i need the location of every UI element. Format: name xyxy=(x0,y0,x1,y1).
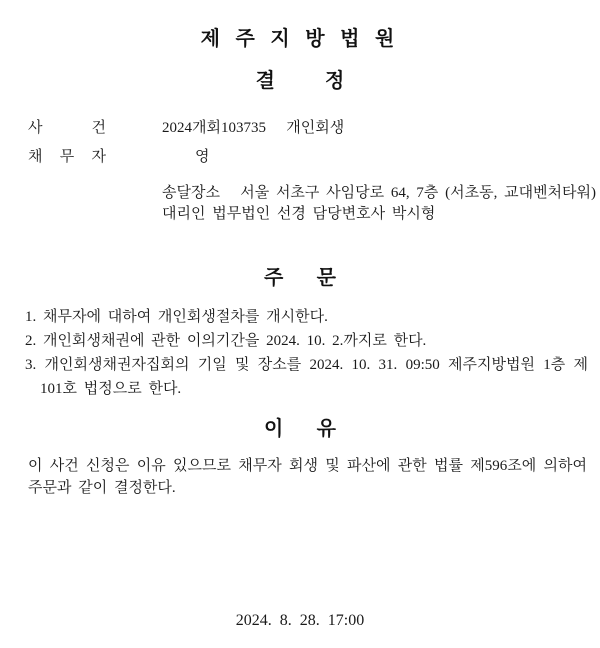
court-name-title: 제 주 지 방 법 원 xyxy=(200,28,400,50)
reason-paragraph xyxy=(28,455,587,499)
debtor-row xyxy=(28,145,210,166)
debtor-label: 채 무 자 xyxy=(28,149,106,165)
case-label: 사 건 xyxy=(28,120,106,136)
case-number: 2024개회103735 개인회생 xyxy=(162,120,345,136)
reason-line-1: 이 사건 신청은 이유 있으므로 채무자 회생 및 파산에 관한 법률 제596조에 의하여 xyxy=(28,458,587,474)
representative-line: 대리인 법무법인 선경 담당변호사 박시형 xyxy=(162,206,436,222)
decision-datetime: 2024. 8. 28. 17:00 xyxy=(235,612,365,629)
order-item-1: 1. 채무자에 대하여 개인회생절차를 개시한다. xyxy=(25,309,328,325)
order-list xyxy=(25,305,588,401)
decision-title: 결 정 xyxy=(255,70,345,92)
case-number-row xyxy=(28,116,344,137)
order-item-2: 2. 개인회생채권에 관한 이의기간을 2024. 10. 2.까지로 한다. xyxy=(25,333,427,349)
reason-heading: 이 유 xyxy=(264,418,336,440)
order-item-3-line-2: 101호 법정으로 한다. xyxy=(40,381,182,397)
debtor-name: 영 xyxy=(195,149,210,165)
order-heading: 주 문 xyxy=(264,267,336,289)
reason-line-2: 주문과 같이 결정한다. xyxy=(28,480,176,496)
order-item-3-line-1: 3. 개인회생채권자집회의 기일 및 장소를 2024. 10. 31. 09:50 제주지방법원 1층 제 xyxy=(25,357,588,373)
service-address-line: 송달장소 서울 서초구 사임당로 64, 7층 (서초동, 교대벤처타워) xyxy=(162,185,597,201)
debtor-address-block xyxy=(162,183,596,225)
